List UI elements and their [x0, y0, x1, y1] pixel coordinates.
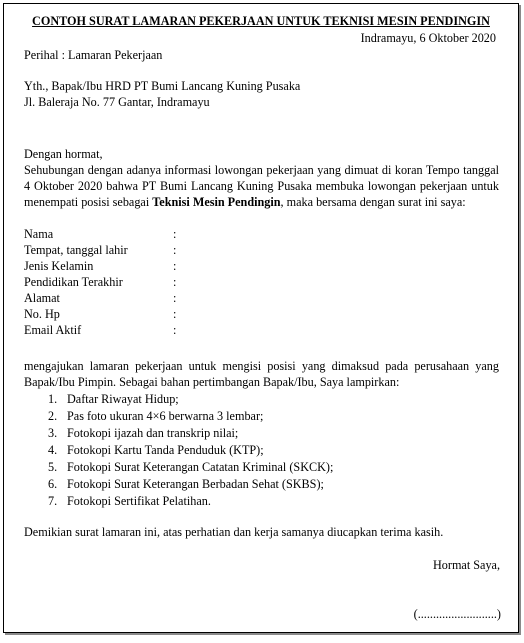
intro-text-before: Sehubungan dengan adanya informasi lowongan pekerjaan yang dimuat di koran Tempo tanggal 4 Oktober 2020 bahwa PT Bumi Lancang Kuning Pusaka membuka lowongan pekerjaan untuk menempati posisi sebagai: [24, 163, 499, 209]
attachment-item: Fotokopi Sertifikat Pelatihan.: [67, 494, 211, 508]
attachment-number: 3.: [48, 426, 58, 440]
field-label-jenis-kelamin: Jenis Kelamin: [24, 259, 94, 273]
body-paragraph: mengajukan lamaran pekerjaan untuk mengisi posisi yang dimaksud pada perusahaan yang Bapak/Ibu Pimpin. Sebagai bahan pertimbangan Bapak/Ibu, Saya lampirkan:: [24, 359, 499, 389]
attachment-number: 4.: [48, 443, 58, 457]
attachment-item: Daftar Riwayat Hidup;: [67, 392, 179, 406]
letter-title: CONTOH SURAT LAMARAN PEKERJAAN UNTUK TEKNISI MESIN PENDINGIN: [32, 14, 490, 28]
attachment-item: Fotokopi Kartu Tanda Penduduk (KTP);: [67, 443, 264, 457]
field-label-email-aktif: Email Aktif: [24, 323, 82, 337]
recipient-line-2: Jl. Baleraja No. 77 Gantar, Indramayu: [24, 95, 210, 109]
attachment-number: 1.: [48, 392, 58, 406]
position-name: Teknisi Mesin Pendingin: [152, 195, 281, 209]
field-colon: :: [173, 243, 177, 257]
attachment-number: 2.: [48, 409, 58, 423]
field-label-nama: Nama: [24, 227, 54, 241]
field-colon: :: [173, 291, 177, 305]
field-label-pendidikan-terakhir: Pendidikan Terakhir: [24, 275, 123, 289]
field-colon: :: [173, 323, 177, 337]
attachment-number: 7.: [48, 494, 58, 508]
field-colon: :: [173, 227, 177, 241]
letter-date: Indramayu, 6 Oktober 2020: [360, 31, 496, 45]
signature-placeholder: (..........................): [413, 607, 501, 621]
attachment-item: Fotokopi Surat Keterangan Berbadan Sehat (SKBS);: [67, 477, 324, 491]
field-colon: :: [173, 259, 177, 273]
field-label-tempat-tanggal-lahir: Tempat, tanggal lahir: [24, 243, 128, 257]
field-label-alamat: Alamat: [24, 291, 60, 305]
subject-line: Perihal : Lamaran Pekerjaan: [24, 48, 163, 62]
attachment-item: Pas foto ukuran 4×6 berwarna 3 lembar;: [67, 409, 264, 423]
letter-page: [3, 3, 519, 633]
attachment-item: Fotokopi Surat Keterangan Catatan Kriminal (SKCK);: [67, 460, 334, 474]
attachment-item: Fotokopi ijazah dan transkrip nilai;: [67, 426, 239, 440]
greeting: Dengan hormat,: [24, 147, 103, 161]
recipient-line-1: Yth., Bapak/Ibu HRD PT Bumi Lancang Kuning Pusaka: [24, 79, 301, 93]
intro-text-after: , maka bersama dengan surat ini saya:: [280, 195, 466, 209]
attachment-number: 6.: [48, 477, 58, 491]
closing-sentence: Demikian surat lamaran ini, atas perhatian dan kerja samanya diucapkan terima kasih.: [24, 525, 444, 539]
field-colon: :: [173, 307, 177, 321]
signoff: Hormat Saya,: [432, 558, 500, 572]
attachment-number: 5.: [48, 460, 58, 474]
field-label-no-hp: No. Hp: [24, 307, 60, 321]
field-colon: :: [173, 275, 177, 289]
intro-paragraph: [24, 162, 499, 210]
